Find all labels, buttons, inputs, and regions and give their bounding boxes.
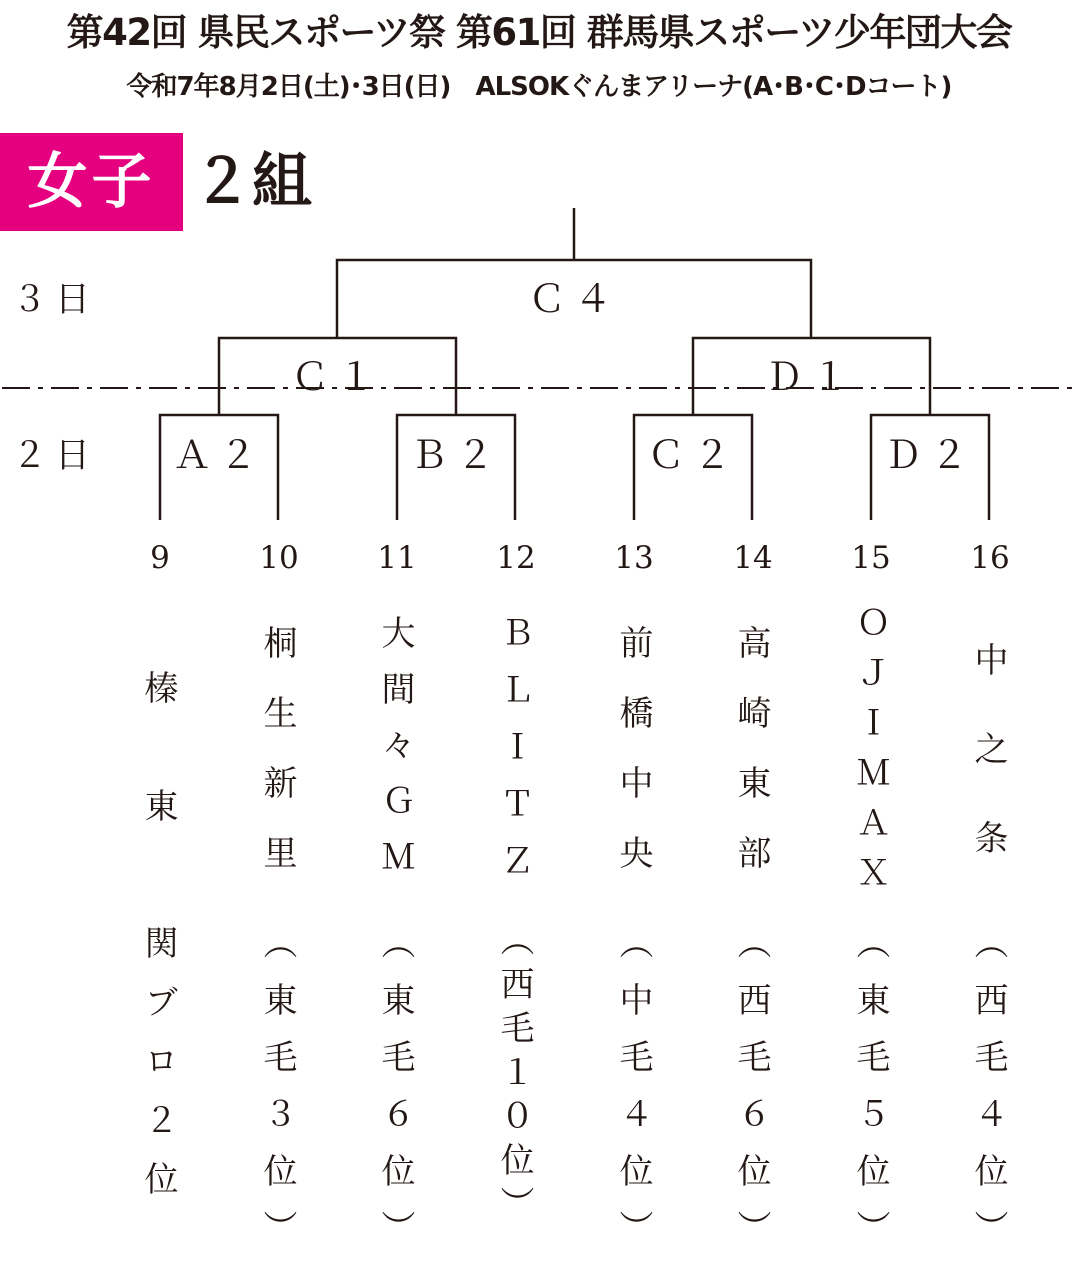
team-name: ＢＬＩＴＺ [494,615,534,900]
team-number: 15 [851,540,891,576]
team-number: 13 [614,540,654,576]
match-final: Ｃ４ [527,277,620,321]
match-q1: Ａ２ [172,433,265,477]
team-number: 10 [259,540,299,576]
page-title: 第42回 県民スポーツ祭 第61回 群馬県スポーツ少年団大会 [66,11,1012,54]
team-seed: 関ブロ２位 [138,925,178,1220]
day-3-label: ３日 [12,280,99,320]
team-seed: （東毛３位） [257,925,297,1267]
day-2-label: ２日 [12,436,99,476]
match-semi-right: Ｄ１ [764,355,857,399]
team-name: 高崎東部 [731,625,771,905]
match-q4: Ｄ２ [883,433,976,477]
team-number: 11 [377,540,417,576]
team-seed: （東毛６位） [375,925,415,1267]
team-name: 前橋中央 [613,625,653,905]
team-name: ＯＪＩＭＡＸ [850,605,890,905]
team-seed: （西毛１０位） [494,922,534,1230]
team-number: 9 [150,540,170,576]
category-badge: 女子 [0,133,183,231]
team-seed: （東毛５位） [850,925,890,1267]
team-number: 12 [496,540,536,576]
match-q2: Ｂ２ [409,433,502,477]
page-subtitle: 令和7年8月2日(土)･3日(日) ALSOKぐんまアリーナ(A･B･C･Dコート) [126,72,952,102]
team-name: 中之条 [968,642,1008,909]
team-seed: （中毛４位） [613,925,653,1267]
team-name: 大間々ＧＭ [375,615,415,895]
team-name: 桐生新里 [257,625,297,905]
team-seed: （西毛６位） [731,925,771,1267]
team-seed: （西毛４位） [968,925,1008,1267]
team-number: 16 [970,540,1010,576]
team-name: 榛東 [138,670,178,906]
match-q3: Ｃ２ [646,433,739,477]
group-label: ２組 [192,147,312,217]
match-semi-left: Ｃ１ [290,355,383,399]
team-number: 14 [733,540,773,576]
